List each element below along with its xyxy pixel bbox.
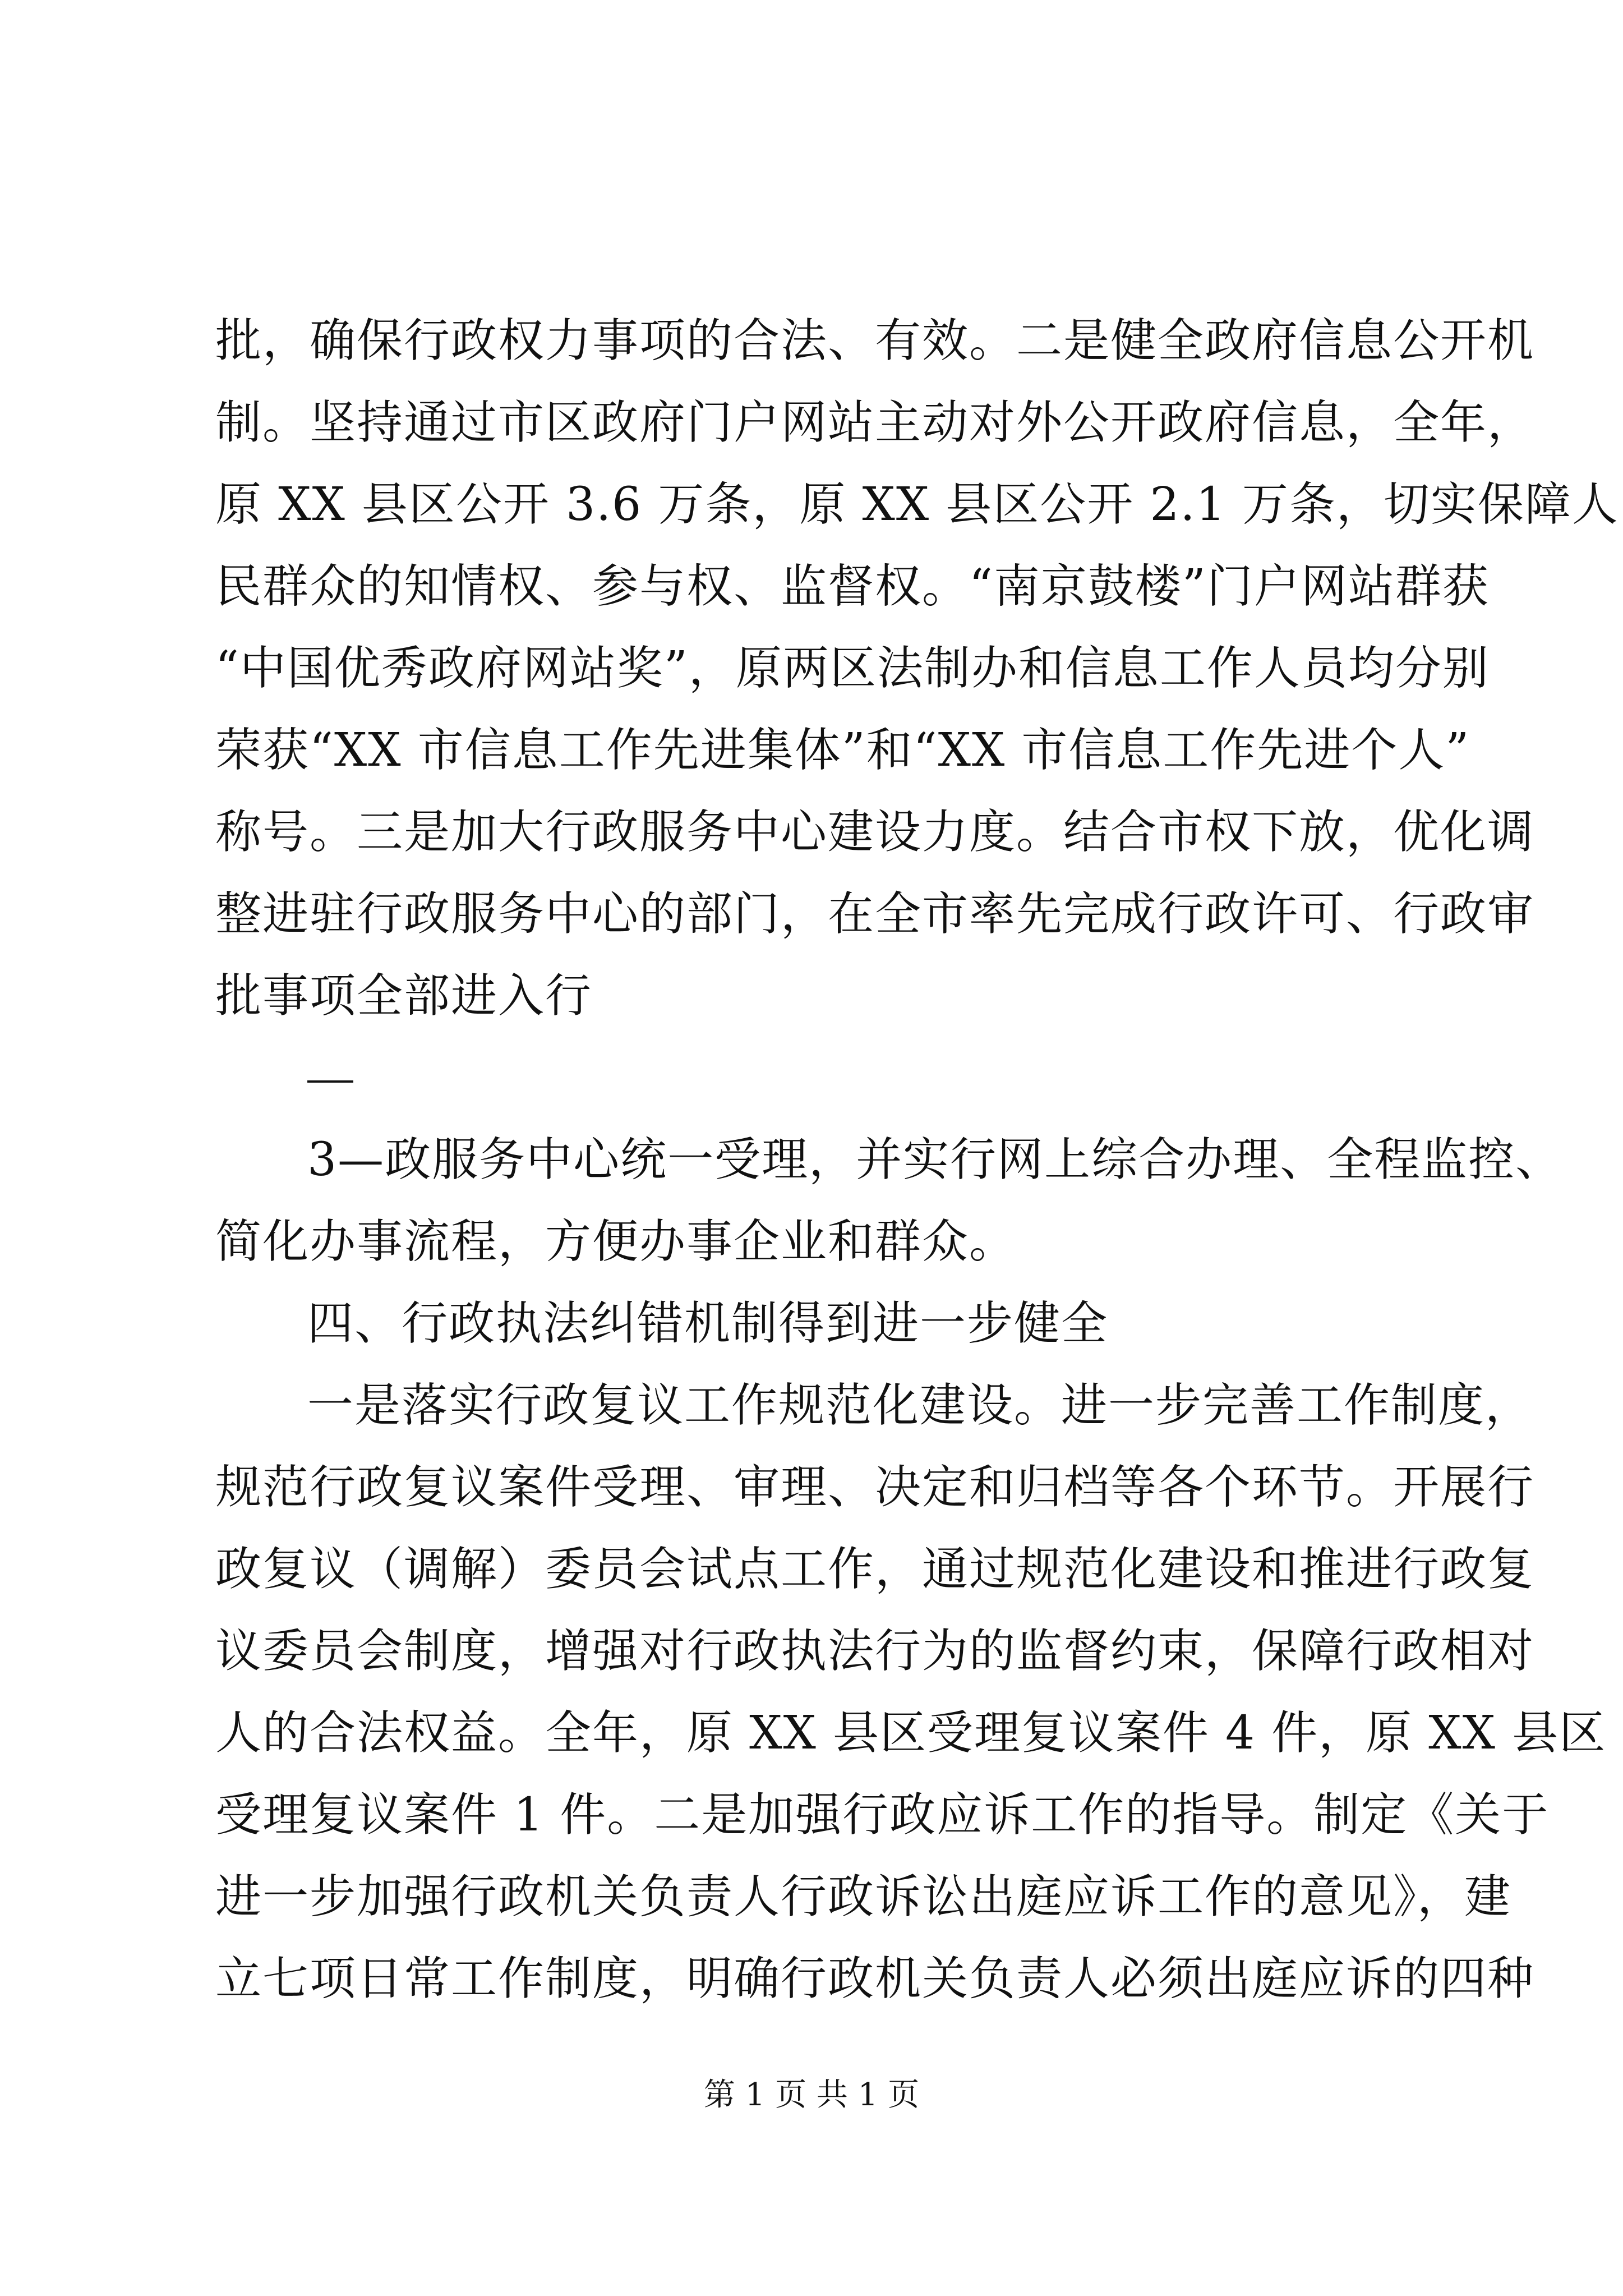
- section-line: 立七项日常工作制度，明确行政机关负责人必须出庭应诉的四种: [215, 1952, 1535, 2005]
- continued-text: 政服务中心统一受理，并实行网上综合办理、全程监控、: [385, 1133, 1563, 1186]
- section-line: 人的合法权益。全年，原 XX 县区受理复议案件 4 件，原 XX 县区: [215, 1706, 1607, 1760]
- page-footer: 第 1 页 共 1 页: [703, 2077, 920, 2113]
- paragraph-line: 民群众的知情权、参与权、监督权。“南京鼓楼”门户网站群获: [215, 560, 1490, 613]
- paragraph-line: “中国优秀政府网站奖”，原两区法制办和信息工作人员均分别: [215, 642, 1490, 695]
- paragraph-line: 制。坚持通过市区政府门户网站主动对外公开政府信息，全年，: [215, 396, 1535, 449]
- document-body: [215, 300, 1619, 2020]
- section-line: 规范行政复议案件受理、审理、决定和归档等各个环节。开展行: [215, 1461, 1535, 1514]
- continued-line: 简化办事流程，方便办事企业和群众。: [215, 1215, 1017, 1268]
- section-line: 政复议（调解）委员会试点工作，通过规范化建设和推进行政复: [215, 1543, 1535, 1596]
- page-marker: 3—: [307, 1133, 385, 1186]
- page-break-dash: [215, 1037, 1421, 1119]
- section-line: 议委员会制度，增强对行政执法行为的监督约束，保障行政相对: [215, 1625, 1535, 1678]
- section-heading: 四、行政执法纠错机制得到进一步健全: [307, 1297, 1109, 1350]
- dash-mark: [307, 1080, 353, 1083]
- paragraph-line: 荣获“XX 市信息工作先进集体”和“XX 市信息工作先进个人”: [215, 724, 1470, 777]
- section-line: 受理复议案件 1 件。二是加强行政应诉工作的指导。制定《关于: [215, 1788, 1550, 1842]
- section-line: 进一步加强行政机关负责人行政诉讼出庭应诉工作的意见》，建: [215, 1870, 1512, 1924]
- section-line: 一是落实行政复议工作规范化建设。进一步完善工作制度，: [307, 1379, 1533, 1432]
- continued-line: [215, 1119, 1563, 1201]
- paragraph-line: 原 XX 县区公开 3.6 万条，原 XX 县区公开 2.1 万条，切实保障人: [215, 478, 1619, 531]
- paragraph-line: 批事项全部进入行: [215, 969, 593, 1023]
- paragraph-line: 称号。三是加大行政服务中心建设力度。结合市权下放，优化调: [215, 806, 1535, 859]
- paragraph-line: 批，确保行政权力事项的合法、有效。二是健全政府信息公开机: [215, 314, 1535, 367]
- paragraph-line: 整进驻行政服务中心的部门，在全市率先完成行政许可、行政审: [215, 887, 1535, 941]
